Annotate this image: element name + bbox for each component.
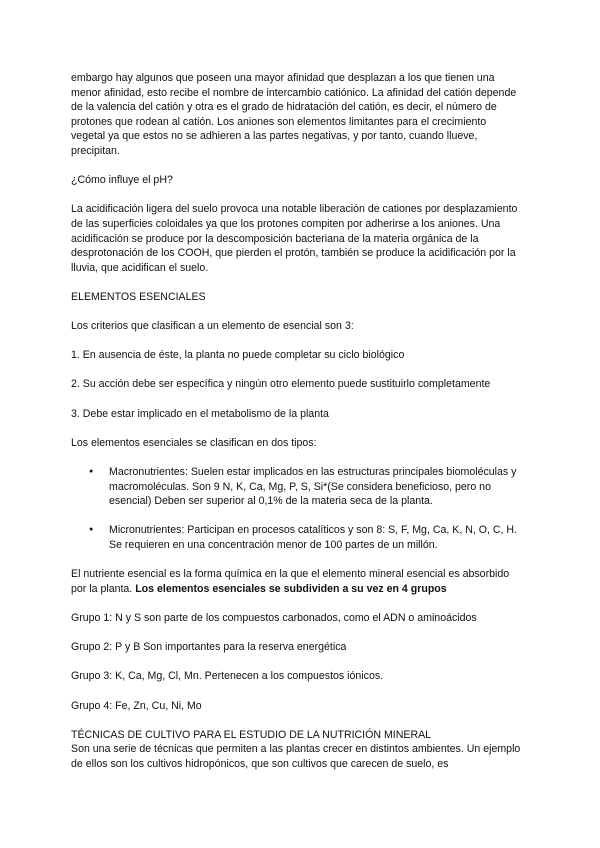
bullet-macronutrients: ● Macronutrientes: Suelen estar implicados en las estructuras principales biomoléculas y macromoléculas. Son 9 N, K, Ca, Mg, P, S, Si*(Se considera beneficioso, pero no esencial) Deben ser superior al 0,1% de la materia seca de la planta. (109, 465, 523, 509)
nutrient-definition-bold: Los elementos esenciales se subdividen a su vez en 4 grupos (135, 582, 447, 595)
nutrient-types-list (71, 465, 523, 553)
criterion-1: 1. En ausencia de éste, la planta no puede completar su ciclo biológico (71, 349, 405, 362)
bullet-micronutrients: ● Micronutrientes: Participan en procesos catalíticos y son 8: S, F, Mg, Ca, K, N, O, C, H. Se requieren en una concentración menor de 100 partes de un millón. (109, 523, 523, 552)
heading-essential-elements: ELEMENTOS ESENCIALES (71, 290, 206, 303)
techniques-paragraph: Son una serie de técnicas que permiten a las plantas crecer en distintos ambientes. Un ejemplo de ellos son los cultivos hidropónicos, que son cultivos que carecen de suelo, es (71, 743, 521, 770)
nutrient-definition-text: El nutriente esencial es la forma química en la que el elemento mineral esencial es absorbido por la planta. (71, 568, 510, 595)
nutrient-definition (71, 567, 523, 596)
heading-techniques: TÉCNICAS DE CULTIVO PARA EL ESTUDIO DE LA NUTRICIÓN MINERAL (71, 728, 432, 741)
criterion-3: 3. Debe estar implicado en el metabolismo de la planta (71, 407, 329, 420)
types-intro: Los elementos esenciales se clasifican en dos tipos: (71, 436, 317, 449)
ph-question: ¿Cómo influye el pH? (71, 174, 173, 187)
group-2: Grupo 2: P y B Son importantes para la reserva energética (71, 641, 347, 654)
document-page (71, 71, 523, 786)
criterion-2: 2. Su acción debe ser específica y ningún otro elemento puede sustituirlo completamente (71, 378, 491, 391)
ph-answer-paragraph: La acidificación ligera del suelo provoca una notable liberación de cationes por desplazamiento de las superficies coloidales ya que los protones compiten por adherirse a los aniones. Una acidificación se produce por la descomposición bacteriana de la materia orgánica de la desprotonación de los COOH, que pierden el protón, también se produce la acidificación por la lluvia, que acidifican el suelo. (71, 203, 518, 274)
group-4: Grupo 4: Fe, Zn, Cu, Ni, Mo (71, 699, 202, 712)
intro-paragraph: embargo hay algunos que poseen una mayor afinidad que desplazan a los que tienen una menor afinidad, esto recibe el nombre de intercambio catiónico. La afinidad del catión depende de la valencia del catión y otra es el grado de hidratación del catión, es decir, el número de protones que rodean al catión. Los aniones son elementos limitantes para el crecimiento vegetal ya que estos no se adhieren a las partes negativas, y por tanto, cuando llueve, precipitan. (71, 72, 517, 157)
group-3: Grupo 3: K, Ca, Mg, Cl, Mn. Pertenecen a los compuestos iónicos. (71, 670, 384, 683)
group-1: Grupo 1: N y S son parte de los compuestos carbonados, como el ADN o aminoácidos (71, 611, 477, 624)
criteria-intro: Los criterios que clasifican a un elemento de esencial son 3: (71, 320, 354, 333)
